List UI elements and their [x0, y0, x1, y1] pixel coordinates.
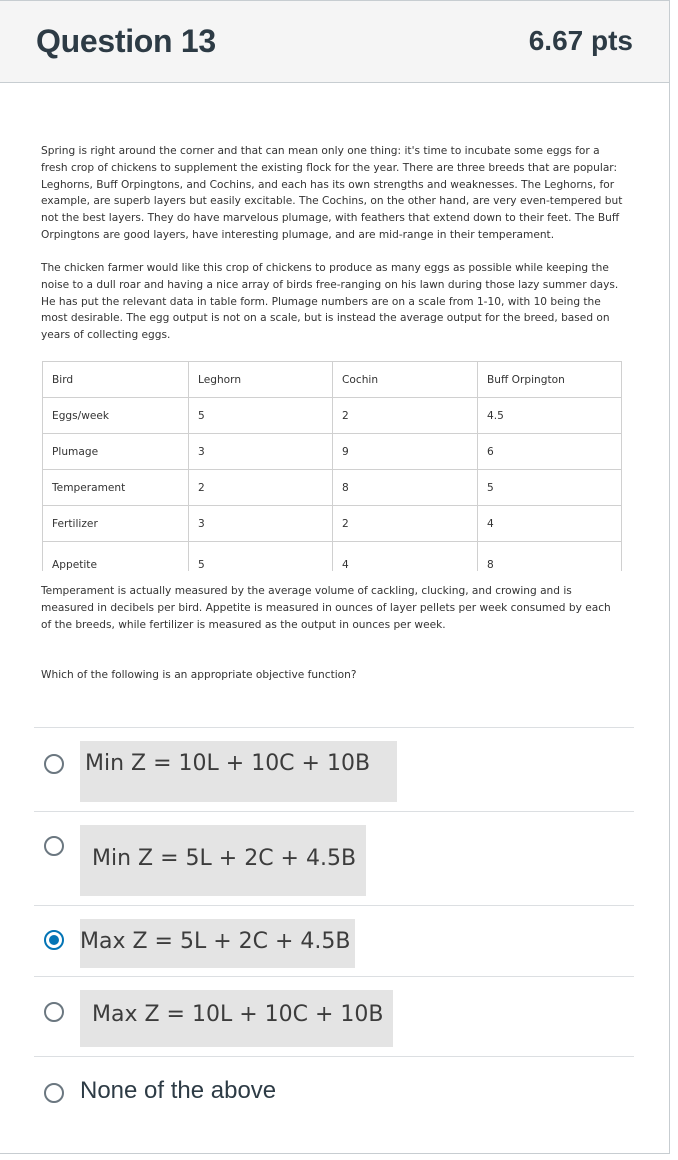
table-cell: Appetite [43, 542, 189, 571]
table-cell: 5 [189, 542, 333, 571]
goal-paragraph: The chicken farmer would like this crop of chickens to produce as many eggs as possible while keeping the noise to a dull roar and having a nice array of birds free-ranging on his lawn during those lazy summer days. He has put the relevant data in table form. Plumage numbers are on a scale from 1-10, with 10 being the most desirable. The egg output is not on a scale, but is instead the average output for the breed, based on years of collecting eggs. [41, 262, 619, 342]
answer-option-1[interactable] [34, 727, 634, 811]
table-cell: 3 [189, 506, 333, 542]
answer-label: Min Z = 10L + 10C + 10B [80, 741, 397, 802]
table-cell: 5 [478, 470, 622, 506]
question-title: Question 13 [36, 23, 216, 59]
answer-label: Max Z = 10L + 10C + 10B [80, 990, 393, 1047]
answer-option-2[interactable] [34, 811, 634, 905]
answer-label: Max Z = 5L + 2C + 4.5B [80, 919, 355, 968]
radio-button-selected[interactable] [44, 930, 64, 950]
table-cell: Temperament [43, 470, 189, 506]
table-cell: 3 [189, 434, 333, 470]
table-cell: 4 [478, 506, 622, 542]
table-row [43, 398, 622, 434]
table-cell: 4.5 [478, 398, 622, 434]
table-cell: 2 [189, 470, 333, 506]
table-cell: Bird [43, 362, 189, 398]
radio-button[interactable] [44, 1083, 64, 1103]
table-cell: Buff Orpington [478, 362, 622, 398]
question-header [0, 1, 669, 83]
table-cell: 6 [478, 434, 622, 470]
table-cell: Eggs/week [43, 398, 189, 434]
table-row [43, 434, 622, 470]
question-prompt: Which of the following is an appropriate objective function? [41, 669, 357, 681]
table-cell: 2 [333, 506, 478, 542]
notes-paragraph: Temperament is actually measured by the average volume of cackling, clucking, and crowing and is measured in decibels per bird. Appetite is measured in ounces of layer pellets per week consumed by each of the breeds, while fertilizer is measured as the output in ounces per week. [41, 585, 611, 631]
answer-option-3[interactable] [34, 905, 634, 976]
table-row [43, 542, 622, 571]
answer-label: Min Z = 5L + 2C + 4.5B [80, 825, 366, 896]
table-cell: 8 [333, 470, 478, 506]
table-cell: 5 [189, 398, 333, 434]
table-cell: Fertilizer [43, 506, 189, 542]
answer-label: None of the above [80, 1077, 277, 1104]
answer-option-4[interactable] [34, 976, 634, 1056]
table-cell: Plumage [43, 434, 189, 470]
table-cell: 4 [333, 542, 478, 571]
table-cell: 9 [333, 434, 478, 470]
radio-button[interactable] [44, 836, 64, 856]
table-row [43, 470, 622, 506]
table-row [43, 506, 622, 542]
table-cell: Leghorn [189, 362, 333, 398]
table-cell: Cochin [333, 362, 478, 398]
table-cell: 8 [478, 542, 622, 571]
table-header-row [43, 362, 622, 398]
table-cell: 2 [333, 398, 478, 434]
radio-button[interactable] [44, 754, 64, 774]
breed-data-table [42, 361, 622, 571]
answer-option-5[interactable] [34, 1056, 634, 1126]
intro-paragraph: Spring is right around the corner and that can mean only one thing: it's time to incubate some eggs for a fresh crop of chickens to supplement the existing flock for the year. There are three breeds that are popular: Leghorns, Buff Orpingtons, and Cochins, and each has its own strengths and weaknesses. The Leghorns, for example, are superb layers but easily excitable. The Cochins, on the other hand, are very even-tempered but not the best layers. They do have marvelous plumage, with feathers that extend down to their feet. The Buff Orpingtons are good layers, have interesting plumage, and are mid-range in their temperament. [41, 145, 623, 241]
radio-button[interactable] [44, 1002, 64, 1022]
answer-list [34, 727, 634, 1126]
question-points: 6.67 pts [528, 25, 633, 56]
